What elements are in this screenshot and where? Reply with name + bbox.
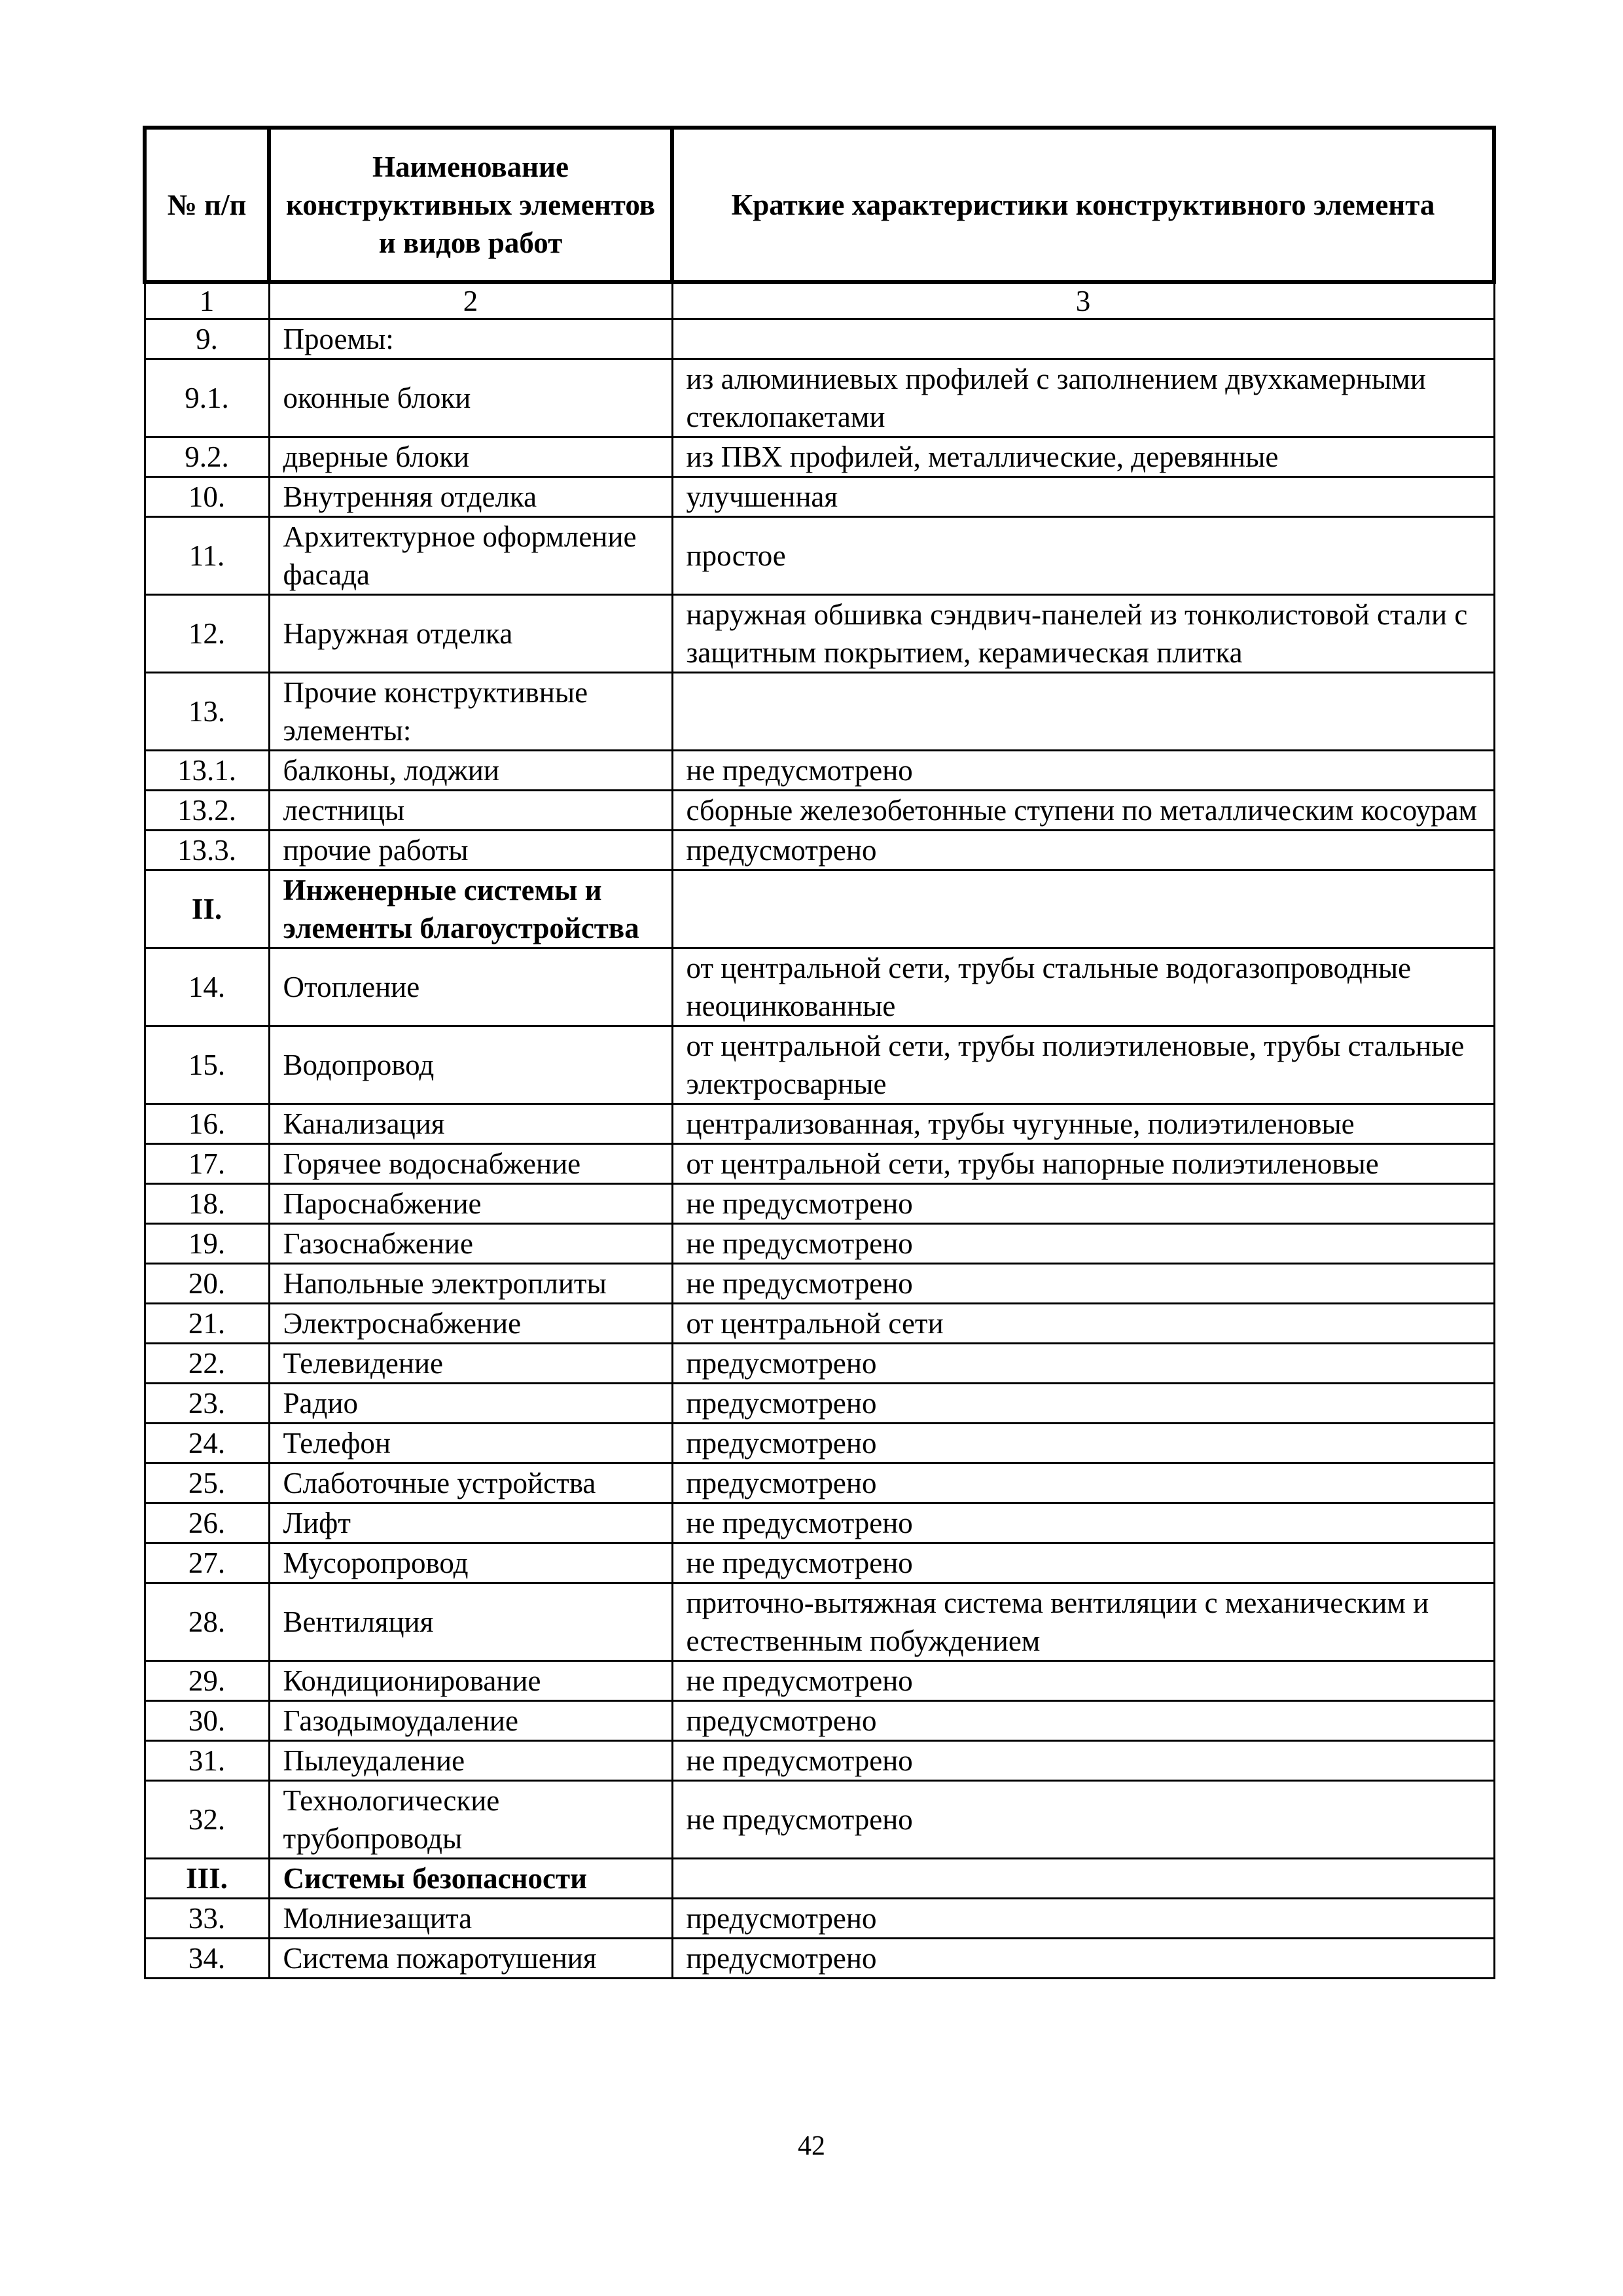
row-characteristics: улучшенная xyxy=(672,477,1494,517)
column-number-row xyxy=(145,282,1494,319)
table-row xyxy=(145,1104,1494,1144)
row-characteristics: от центральной сети, трубы полиэтиленовые, трубы стальные электросварные xyxy=(672,1026,1494,1104)
row-element-name: балконы, лоджии xyxy=(269,751,672,791)
row-element-name: Телефон xyxy=(269,1424,672,1463)
row-element-name: прочие работы xyxy=(269,831,672,870)
row-element-name: Вентиляция xyxy=(269,1583,672,1661)
table-row xyxy=(145,1184,1494,1224)
row-element-name: Архитектурное оформление фасада xyxy=(269,517,672,595)
table-row xyxy=(145,1543,1494,1583)
row-element-name: Газодымоудаление xyxy=(269,1701,672,1741)
row-number: 21. xyxy=(145,1304,269,1344)
row-characteristics: не предусмотрено xyxy=(672,751,1494,791)
row-characteristics: не предусмотрено xyxy=(672,1224,1494,1264)
row-characteristics: централизованная, трубы чугунные, полиэтиленовые xyxy=(672,1104,1494,1144)
table-row xyxy=(145,1304,1494,1344)
row-characteristics: от центральной сети xyxy=(672,1304,1494,1344)
row-element-name: Водопровод xyxy=(269,1026,672,1104)
table-row xyxy=(145,477,1494,517)
row-element-name: Инженерные системы и элементы благоустройства xyxy=(269,870,672,948)
row-characteristics: предусмотрено xyxy=(672,1384,1494,1424)
table-row xyxy=(145,1463,1494,1503)
row-element-name: Горячее водоснабжение xyxy=(269,1144,672,1184)
column-number-2: 2 xyxy=(269,282,672,319)
table-row xyxy=(145,1264,1494,1304)
row-number: 26. xyxy=(145,1503,269,1543)
row-characteristics: не предусмотрено xyxy=(672,1503,1494,1543)
row-characteristics: от центральной сети, трубы стальные водогазопроводные неоцинкованные xyxy=(672,948,1494,1026)
row-characteristics: не предусмотрено xyxy=(672,1543,1494,1583)
row-element-name: Пароснабжение xyxy=(269,1184,672,1224)
row-number: 33. xyxy=(145,1899,269,1939)
row-number: III. xyxy=(145,1859,269,1899)
row-number: 14. xyxy=(145,948,269,1026)
table-row xyxy=(145,1899,1494,1939)
row-number: 13.1. xyxy=(145,751,269,791)
row-number: 12. xyxy=(145,595,269,673)
row-element-name: Телевидение xyxy=(269,1344,672,1384)
row-element-name: Кондиционирование xyxy=(269,1661,672,1701)
table-row xyxy=(145,1344,1494,1384)
header-element-name: Наименование конструктивных элементов и видов работ xyxy=(269,128,672,282)
row-characteristics: предусмотрено xyxy=(672,1424,1494,1463)
table-row xyxy=(145,1424,1494,1463)
table-row xyxy=(145,319,1494,359)
row-characteristics: предусмотрено xyxy=(672,1701,1494,1741)
row-characteristics: не предусмотрено xyxy=(672,1264,1494,1304)
table-row xyxy=(145,673,1494,751)
row-characteristics: предусмотрено xyxy=(672,1939,1494,1979)
table-row xyxy=(145,751,1494,791)
row-number: 9.1. xyxy=(145,359,269,437)
row-element-name: Канализация xyxy=(269,1104,672,1144)
row-element-name: Напольные электроплиты xyxy=(269,1264,672,1304)
row-number: 27. xyxy=(145,1543,269,1583)
row-number: 11. xyxy=(145,517,269,595)
row-characteristics: предусмотрено xyxy=(672,831,1494,870)
row-element-name: Внутренняя отделка xyxy=(269,477,672,517)
row-number: II. xyxy=(145,870,269,948)
table-row xyxy=(145,1026,1494,1104)
row-number: 32. xyxy=(145,1781,269,1859)
row-number: 22. xyxy=(145,1344,269,1384)
row-element-name: Технологические трубопроводы xyxy=(269,1781,672,1859)
table-row xyxy=(145,1741,1494,1781)
row-element-name: Прочие конструктивные элементы: xyxy=(269,673,672,751)
table-row xyxy=(145,870,1494,948)
row-characteristics: приточно-вытяжная система вентиляции с механическим и естественным побуждением xyxy=(672,1583,1494,1661)
row-characteristics: предусмотрено xyxy=(672,1344,1494,1384)
row-number: 18. xyxy=(145,1184,269,1224)
header-number: № п/п xyxy=(145,128,269,282)
row-number: 25. xyxy=(145,1463,269,1503)
row-element-name: Мусоропровод xyxy=(269,1543,672,1583)
row-characteristics: предусмотрено xyxy=(672,1899,1494,1939)
table-row xyxy=(145,595,1494,673)
table-row xyxy=(145,1144,1494,1184)
row-number: 19. xyxy=(145,1224,269,1264)
row-element-name: Радио xyxy=(269,1384,672,1424)
table-row xyxy=(145,437,1494,477)
row-characteristics xyxy=(672,673,1494,751)
row-element-name: Пылеудаление xyxy=(269,1741,672,1781)
header-characteristics: Краткие характеристики конструктивного элемента xyxy=(672,128,1494,282)
row-element-name: Системы безопасности xyxy=(269,1859,672,1899)
table-row xyxy=(145,1661,1494,1701)
row-characteristics: от центральной сети, трубы напорные полиэтиленовые xyxy=(672,1144,1494,1184)
row-element-name: Молниезащита xyxy=(269,1899,672,1939)
row-characteristics xyxy=(672,319,1494,359)
table-row xyxy=(145,1384,1494,1424)
row-number: 13.2. xyxy=(145,791,269,831)
row-element-name: дверные блоки xyxy=(269,437,672,477)
table-row xyxy=(145,1939,1494,1979)
row-element-name: лестницы xyxy=(269,791,672,831)
row-number: 9.2. xyxy=(145,437,269,477)
row-characteristics: не предусмотрено xyxy=(672,1781,1494,1859)
row-characteristics: не предусмотрено xyxy=(672,1741,1494,1781)
row-element-name: Электроснабжение xyxy=(269,1304,672,1344)
row-characteristics: не предусмотрено xyxy=(672,1184,1494,1224)
row-characteristics xyxy=(672,870,1494,948)
row-element-name: Наружная отделка xyxy=(269,595,672,673)
row-characteristics: не предусмотрено xyxy=(672,1661,1494,1701)
row-element-name: Отопление xyxy=(269,948,672,1026)
row-number: 9. xyxy=(145,319,269,359)
row-characteristics: простое xyxy=(672,517,1494,595)
row-characteristics: сборные железобетонные ступени по металлическим косоурам xyxy=(672,791,1494,831)
row-number: 20. xyxy=(145,1264,269,1304)
table-row xyxy=(145,1859,1494,1899)
row-element-name: Лифт xyxy=(269,1503,672,1543)
row-number: 16. xyxy=(145,1104,269,1144)
row-element-name: Система пожаротушения xyxy=(269,1939,672,1979)
row-number: 13.3. xyxy=(145,831,269,870)
row-element-name: оконные блоки xyxy=(269,359,672,437)
row-number: 13. xyxy=(145,673,269,751)
row-element-name: Слаботочные устройства xyxy=(269,1463,672,1503)
table-body xyxy=(145,282,1494,1979)
row-number: 23. xyxy=(145,1384,269,1424)
row-characteristics: предусмотрено xyxy=(672,1463,1494,1503)
row-characteristics: из ПВХ профилей, металлические, деревянные xyxy=(672,437,1494,477)
table-row xyxy=(145,791,1494,831)
row-characteristics xyxy=(672,1859,1494,1899)
column-number-1: 1 xyxy=(145,282,269,319)
row-number: 29. xyxy=(145,1661,269,1701)
table-row xyxy=(145,948,1494,1026)
table-row xyxy=(145,831,1494,870)
table-row xyxy=(145,359,1494,437)
header-row xyxy=(145,128,1494,282)
specification-table xyxy=(143,126,1496,1979)
row-characteristics: из алюминиевых профилей с заполнением двухкамерными стеклопакетами xyxy=(672,359,1494,437)
row-number: 17. xyxy=(145,1144,269,1184)
row-number: 10. xyxy=(145,477,269,517)
row-number: 34. xyxy=(145,1939,269,1979)
table-row xyxy=(145,517,1494,595)
row-number: 28. xyxy=(145,1583,269,1661)
column-number-3: 3 xyxy=(672,282,1494,319)
table-row xyxy=(145,1701,1494,1741)
table-row xyxy=(145,1583,1494,1661)
row-number: 31. xyxy=(145,1741,269,1781)
row-characteristics: наружная обшивка сэндвич-панелей из тонколистовой стали с защитным покрытием, керамическая плитка xyxy=(672,595,1494,673)
row-element-name: Газоснабжение xyxy=(269,1224,672,1264)
table-row xyxy=(145,1781,1494,1859)
row-element-name: Проемы: xyxy=(269,319,672,359)
row-number: 15. xyxy=(145,1026,269,1104)
row-number: 30. xyxy=(145,1701,269,1741)
page-number: 42 xyxy=(798,2131,825,2161)
table-row xyxy=(145,1503,1494,1543)
row-number: 24. xyxy=(145,1424,269,1463)
table-row xyxy=(145,1224,1494,1264)
